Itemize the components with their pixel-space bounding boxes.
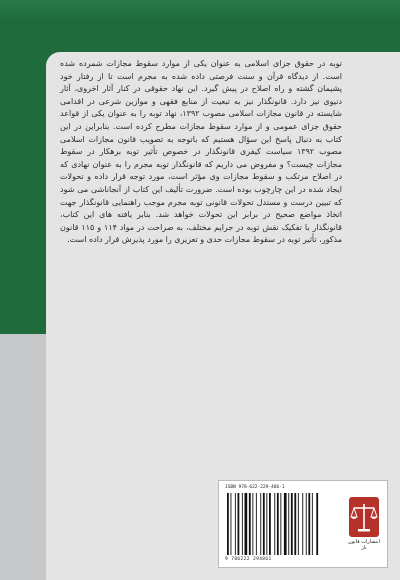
publisher-logo bbox=[345, 497, 383, 555]
cover-top-band bbox=[0, 0, 400, 20]
scales-of-justice-icon bbox=[349, 497, 379, 537]
publisher-name: انتشارات قانون یار bbox=[348, 539, 380, 551]
barcode-box bbox=[218, 480, 388, 568]
back-cover-blurb: توبه در حقوق جزای اسلامی به عنوان یکی از موارد سقوط مجازات شمرده شده است. از دیدگاه قرآن و سنت فرصتی داده شده به مجرم است تا از رفتار خود پشیمان گشته و راه اصلاح در پیش گیرد. این نهاد حقوقی در کنار آثار اخروی، آثار دنیوی نیز دارد. قانونگذار نیز به تبعیت از منابع فقهی و موازین شرعی در اقدامی شایسته در قانون مجازات اسلامی مصوب ۱۳۹۲، نهاد توبه را به عنوان یکی از قواعد حقوق جزای عمومی و از موارد سقوط مجازات مطرح کرده است. بنابراین در این کتاب به دنبال پاسخ این سؤال هستیم که باتوجه به تصویب قانون مجازات اسلامی مصوب ۱۳۹۲ سیاست کیفری قانونگذار در خصوص تأثیر توبه برهکار در سقوط مجازات چیست؟ و مفروض می داریم که قانونگذار توبه مجرم را به عنوان نهادی که در اصلاح مرتکب و سقوط مجازات وی مؤثر است، مورد توجه قرار داده و تحولات ایجاد شده در این چارچوب بوده است. ضرورت تألیف این کتاب از آنجاناشی می شود که تبیین درست و مستدل تحولات قانونی توبه مجرم موجب راهنمایی قانونگذار جهت اتخاذ مواضع صحیح در برابر این تحولات خواهد شد. بنابر یافته های این کتاب، قانونگذار با تفکیک نقش توبه در جرایم مختلف، به صراحت در مواد ۱۱۴ و ۱۱۵ قانون مذکور، تأثیر توبه در سقوط مجازات حدی و تعزیری را مورد پذیرش قرار داده است. bbox=[60, 59, 343, 245]
barcode bbox=[225, 493, 337, 555]
isbn-text: ISBN 978-622-229-486-1 bbox=[225, 485, 285, 490]
barcode-digits: 9 786222 294861 bbox=[225, 557, 272, 562]
